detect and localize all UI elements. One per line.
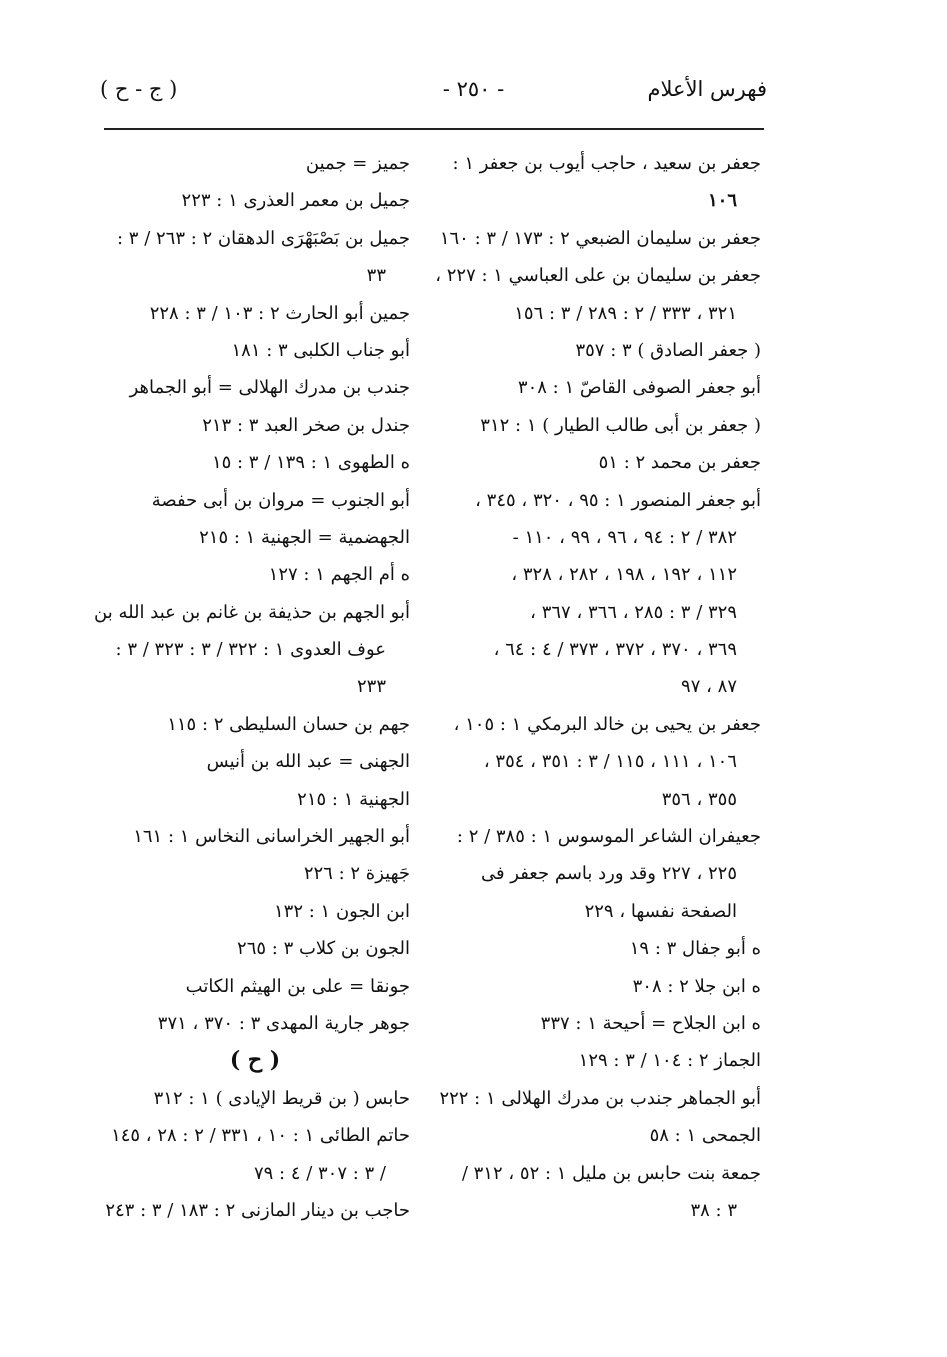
index-column-right [435, 145, 761, 1229]
letter-range: ( ج - ح ) [100, 77, 178, 101]
index-entry-line: جعفر بن يحيى بن خالد البرمكي ١ : ١٠٥ ، [453, 713, 761, 735]
index-entry-line: جونقا = على بن الهيثم الكاتب [185, 975, 410, 997]
index-entry-line: ٣٦٩ ، ٣٧٠ ، ٣٧٢ ، ٣٧٣ / ٤ : ٦٤ ، [493, 639, 737, 661]
index-entry-line: ١٠٦ [707, 190, 737, 212]
index-entry-line: ه أم الجهم ١ : ١٢٧ [268, 564, 410, 586]
index-entry-line: أبو جعفر الصوفى القاصّ ١ : ٣٠٨ [517, 377, 761, 399]
index-entry-line: ه الطهوى ١ : ١٣٩ / ٣ : ١٥ [211, 452, 410, 474]
index-entry-line: ه ابن جلا ٢ : ٣٠٨ [632, 975, 761, 997]
index-entry-line: جندل بن صخر العبد ٣ : ٢١٣ [202, 414, 410, 436]
index-entry-line: ( جعفر بن أبى طالب الطيار ) ١ : ٣١٢ [480, 414, 761, 436]
index-entry-line: ٢٢٥ ، ٢٢٧ وقد ورد باسم جعفر فى [480, 863, 737, 885]
section-letter-heading: ( ح ) [229, 1047, 281, 1074]
header-rule [104, 128, 764, 130]
index-entry-line: أبو الجنوب = مروان بن أبى حفصة [151, 489, 410, 511]
index-entry-line: الجمحى ١ : ٥٨ [649, 1125, 761, 1147]
index-entry-line: جعفر بن محمد ٢ : ٥١ [598, 452, 761, 474]
index-entry-line: ٣٣ [366, 265, 386, 287]
index-title: فهرس الأعلام [647, 77, 767, 101]
index-entry-line: ه أبو جفال ٣ : ١٩ [629, 938, 761, 960]
index-entry-line: عوف العدوى ١ : ٣٢٢ / ٣ : ٣٢٣ / ٣ : [115, 639, 386, 661]
index-entry-line: الجهنى = عبد الله بن أنيس [206, 751, 410, 773]
index-entry-line: ٣ : ٣٨ [690, 1199, 737, 1221]
index-entry-line: ( جعفر الصادق ) ٣ : ٣٥٧ [575, 339, 761, 361]
index-entry-line: حابس ( بن قريط الإيادى ) ١ : ٣١٢ [153, 1087, 410, 1109]
index-entry-line: ٣٢٩ / ٣ : ٢٨٥ ، ٣٦٦ ، ٣٦٧ ، [530, 601, 737, 623]
index-entry-line: أبو الجماهر جندب بن مدرك الهلالى ١ : ٢٢٢ [439, 1087, 761, 1109]
index-entry-line: جمعة بنت حابس بن مليل ١ : ٥٢ ، ٣١٢ / [461, 1162, 761, 1184]
index-entry-line: جميل بن بَصْبَهْرَى الدهقان ٢ : ٢٦٣ / ٣ : [117, 227, 410, 249]
page-number: - ٢٥٠ - [442, 77, 505, 101]
index-entry-line: ١١٢ ، ١٩٢ ، ١٩٨ ، ٢٨٢ ، ٣٢٨ ، [511, 564, 737, 586]
index-entry-line: ٣٢١ ، ٣٣٣ / ٢ : ٢٨٩ / ٣ : ١٥٦ [514, 302, 737, 324]
index-entry-line: الجهضمية = الجهنية ١ : ٢١٥ [199, 526, 410, 548]
index-entry-line: جعيفران الشاعر الموسوس ١ : ٣٨٥ / ٢ : [456, 826, 761, 848]
index-entry-line: أبو جعفر المنصور ١ : ٩٥ ، ٣٢٠ ، ٣٤٥ ، [475, 489, 761, 511]
index-entry-line: ٨٧ ، ٩٧ [681, 676, 737, 698]
index-entry-line: جهم بن حسان السليطى ٢ : ١١٥ [167, 713, 410, 735]
index-entry-line: جعفر بن سعيد ، حاجب أيوب بن جعفر ١ : [452, 153, 761, 174]
index-entry-line: الجون بن كلاب ٣ : ٢٦٥ [237, 938, 410, 960]
index-entry-line: ١٠٦ ، ١١١ ، ١١٥ / ٣ : ٣٥١ ، ٣٥٤ ، [483, 751, 737, 773]
index-entry-line: الصفحة نفسها ، ٢٢٩ [584, 900, 737, 922]
index-entry-line: جوهر جارية المهدى ٣ : ٣٧٠ ، ٣٧١ [157, 1012, 410, 1034]
index-entry-line: ٢٣٣ [356, 676, 386, 698]
index-entry-line: جعفر بن سليمان الضبعي ٢ : ١٧٣ / ٣ : ١٦٠ [439, 227, 761, 249]
index-entry-line: ه ابن الجلاح = أحيحة ١ : ٣٣٧ [540, 1012, 761, 1034]
index-column-left [94, 145, 410, 1229]
index-entry-line: ٣٥٥ ، ٣٥٦ [661, 788, 737, 810]
index-entry-line: جمين أبو الحارث ٢ : ١٠٣ / ٣ : ٢٢٨ [149, 302, 410, 324]
index-entry-line: أبو الجهم بن حذيفة بن غانم بن عبد الله بن [94, 601, 410, 623]
index-entry-line: حاجب بن دينار المازنى ٢ : ١٨٣ / ٣ : ٢٤٣ [105, 1199, 410, 1221]
index-entry-line: جميل بن معمر العذرى ١ : ٢٢٣ [181, 190, 410, 212]
index-entry-line: جعفر بن سليمان بن على العباسي ١ : ٢٢٧ ، [435, 265, 761, 287]
index-entry-line: جَهيزة ٢ : ٢٢٦ [303, 863, 410, 885]
index-entry-line: الجهنية ١ : ٢١٥ [297, 788, 410, 810]
index-entry-line: جندب بن مدرك الهلالى = أبو الجماهر [129, 377, 410, 399]
index-entry-line: ٣٨٢ / ٢ : ٩٤ ، ٩٦ ، ٩٩ ، ١١٠ - [512, 526, 737, 548]
index-entry-line: أبو جناب الكلبى ٣ : ١٨١ [231, 339, 410, 361]
index-entry-line: ابن الجون ١ : ١٣٢ [274, 900, 410, 922]
index-entry-line: أبو الجهير الخراسانى النخاس ١ : ١٦١ [133, 826, 410, 848]
index-entry-line: جميز = جمين [305, 153, 410, 174]
index-entry-line: حاتم الطائى ١ : ١٠ ، ٣٣١ / ٢ : ٢٨ ، ١٤٥ [111, 1125, 410, 1147]
index-entry-line: الجماز ٢ : ١٠٤ / ٣ : ١٢٩ [578, 1050, 761, 1072]
index-entry-line: / ٣ : ٣٠٧ / ٤ : ٧٩ [253, 1162, 386, 1184]
